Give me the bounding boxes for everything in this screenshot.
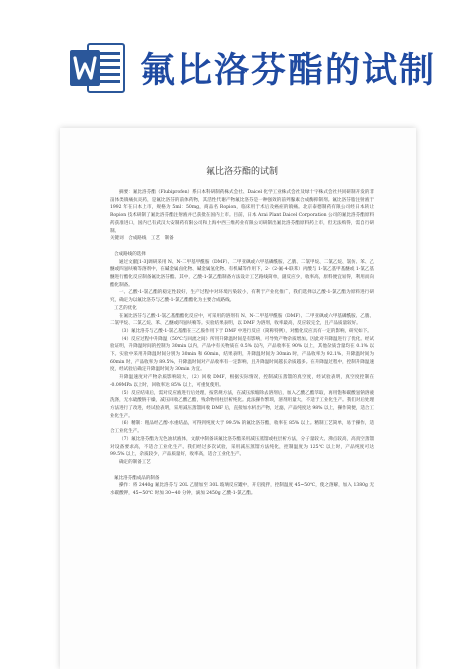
body-paragraph: 操作：将 2440g 氟比洛芬与 20L 乙腈加至 30L 玻璃反应罐中，开启搅拌，控制温度 45~50℃，使之溶解，加入 1380g 无水碳酸钾，45~50℃ 时加 30~40 分钟，滴加 2450g 乙酸-1-氯乙酯。 (110, 483, 374, 497)
section-heading: 氟比洛芬酯成品的制备 (114, 475, 160, 481)
body-paragraph: （7）氟比洛芬酯为无色油状液体，文献中制备该氟比洛芬酯采用减压蒸馏或柱层析方法，分子量较大、沸点较高，高真空蒸馏对设备要求高，不适合工业化生产。我们经过多次试验，采用减压蒸馏方法纯化，控制温度为 125℃ 以上时，产品纯度可达 99.5% 以上，杂质较少，产品质量好，收率高，适合工业化生产。 (110, 436, 374, 458)
body-paragraph: （4）反应过程中升降温（50℃与回流之间）所用升降温时间是有影响，可导致产物杂质增加。因此对升降温进行了优化。经试验证明，升降温时间的控制为 30min 以内，产品中有关物质在 0.5% 以内，产品收率在 90% 以上，其他杂质含量均在 0.1% 以下。实验中采用升降温时间分别为 30min 和 60min，结果表明，升降温时间为 30min 时，产品收率为 92.1%，升降温时间为 60min 时，产品收率为 89.5%，升降温时间对产品收率有一定影响，且升降温时间越长杂质越多。在升降温过程中，控制升降温速度，经试验后确定升降温时间为 30min 为宜。 (110, 336, 374, 373)
body-paragraph: 升降温速度对产物杂质影响较大，（2）回收 DMF，根据实际情况，控制减压蒸馏的真空度，经试验表明，真空度控制在 -0.09MPa 以上时，回收率达 85% 以上，可重复使用。 (110, 375, 374, 388)
section-heading: 工艺的优化 (114, 305, 137, 311)
document-page (60, 128, 416, 669)
body-paragraph: 在氟比洛芬与乙酸-1-氯乙基酯酯化反应中，可采用的溶剂有 N、N-二甲基甲酰胺（DMF）、二甲亚砜或六甲基磷酰胺、乙腈、二氯甲烷、二氯乙烷、苯、乙醚或四氢呋喃等。实验结果表明，以 DMF 为溶剂，收率最高，反应较完全，且产品质量较好。 (110, 313, 374, 327)
page-header (0, 0, 474, 130)
document-body (110, 166, 374, 498)
body-paragraph: （3）氟比洛芬与乙酸-1-氯乙基酯在三乙胺作用下于 DMF 中进行反应（简称特例），对酯化反应具有一定的影响，研究如下。 (119, 328, 372, 334)
abstract-paragraph: 摘要：氟比洛芬酯（Flubiprofen）系日本科研制药株式会社、Daicel 化学工业株式会社及绿十字株式会社共同研制开发的非甾体类镇痛抗炎药，是氟比洛芬的前体药物，其活性代谢产物氟比洛芬是一种强效的前列腺素合成酶抑制剂。氟比洛芬脂注射液于 1992 年在日本上市，规格为 5ml：50mg，商品名 Ropion，临床用于术后及癌症的镇痛。北京泰德制药有限公司经日本转让 Ropion 技术研制了氟比洛芬酯注射液并已获批在国内上市。目前，日本 Arai Plant Daicel Corporation 公司的氟比洛芬酯原料药获准进口，国内已有武汉大安制药有限公司和上海中西三维药业有限公司研制出氟比洛芬酯原料药上市，但无法购得，需自行研制。 (110, 190, 374, 234)
body-paragraph: （5）反应结束后，需对反应液进行后处理，按常规方法，在减压浓缩除去溶剂后，加入乙酸乙酯萃取，再用饱和碳酸氢钠溶液洗涤，无水硫酸钠干燥，减压回收乙酸乙酯，残余物用柱层析纯化。此法操作繁琐，溶剂用量大，不适于工业化生产。我们对后处理方法进行了改进，经试验表明，采用减压蒸馏回收 DMF 后，直接加水析出产物，过滤，产品纯度达 98% 以上，操作简便，适合工业化生产。 (110, 390, 374, 419)
keywords-line: 关键词 合成路线 工艺 制备 (110, 236, 174, 242)
section-heading: 合成路线的选择 (114, 251, 146, 257)
page-title: 氟比洛芬酯的试制 (140, 51, 437, 91)
word-document-icon (68, 40, 126, 96)
document-title: 氟比洛芬酯的试制 (205, 167, 278, 177)
body-paragraph: 一、乙酸-1-氯乙酯的稳定性较好，生产过程中对环境污染较小，有利于产业化推广，我们选择以乙酸-1-氯乙酯为原料进行研究，确定为以氟比洛芬与乙酸-1-氯乙酯酯化为主要合成路线。 (110, 290, 374, 304)
body-paragraph: 确定的制备工艺 (119, 459, 151, 465)
body-paragraph: （6）精制：粗品经乙醇-水重结晶，可得到纯度大于 99.5% 的氟比洛芬酯，收率在 85% 以上。精制工艺简单，易于操作，适合工业化生产。 (110, 421, 374, 435)
body-paragraph: 通过文献[1-3]调研采用 N、N-二甲基甲酰胺（DMF）、二甲亚砜或六甲基磷酰胺、乙腈、二氯甲烷、二氯乙烷、氯仿、苯、乙醚或四氢呋喃等溶剂中，在碱金属卤化物、碱金属氢化物、有机碱等作用下，2-（2-氟-4-联苯）丙酸与 1-氯乙基甲基醚或 1-氯乙基醚进行酯化反应制备氟比洛芬酯。其中，乙酸-1-氯乙酯制备方法设计工艺路线简单，副反应少，收率高，原料便宜易得，利用而向酯化制备。 (110, 259, 374, 288)
